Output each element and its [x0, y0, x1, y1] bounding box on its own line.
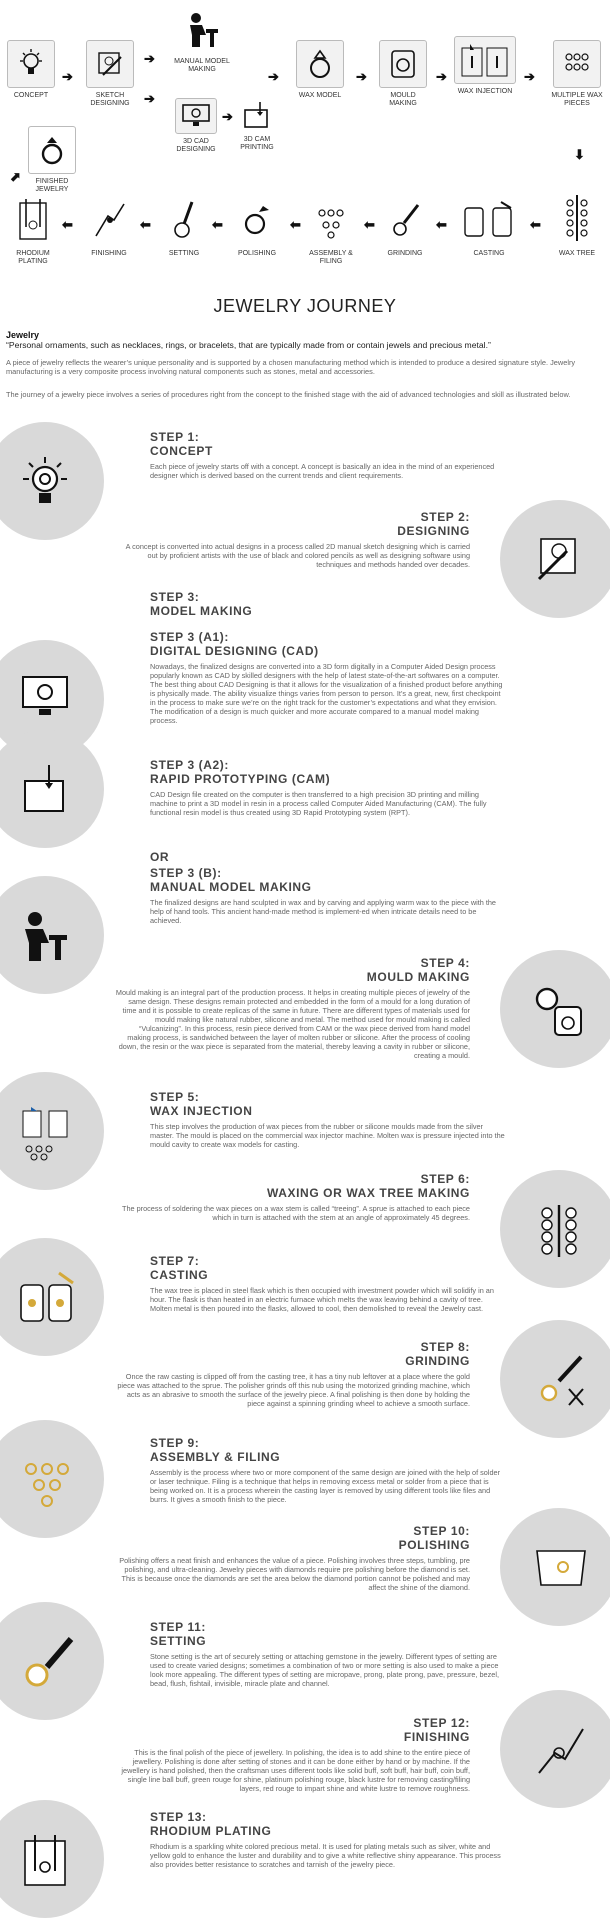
monitor-icon [175, 98, 217, 134]
step-3b [150, 866, 505, 925]
step-label: STEP 3: [150, 590, 200, 604]
step-label: STEP 12: [413, 1716, 470, 1730]
step-8 [115, 1340, 470, 1408]
step-2 [115, 510, 470, 569]
mould-icon [533, 983, 585, 1039]
arrow-left-icon: ⬅ [62, 217, 73, 232]
tree-icon [554, 190, 600, 246]
arrow-right-icon: ➔ [436, 69, 447, 84]
flow-node-sketch [82, 40, 138, 108]
flow-label: MOULD MAKING [389, 92, 417, 107]
flow-node-finishing [84, 194, 134, 258]
step-name: FINISHING [403, 1730, 470, 1744]
step-description: Polishing offers a neat finish and enhances the value of a piece. Polishing involves three steps, tumbling, pre polishing, and ultra-cleaning. Jewelry pieces with diamonds require pre polishing before the diamond is set. This is because once the diamonds are set the area below the diamond portion cannot be polished and may affect the shine of the diamond. [119, 1556, 470, 1592]
hand-tool-icon [533, 1723, 589, 1779]
step-label: STEP 3 (A1): [150, 630, 229, 644]
craftsman-icon [19, 909, 71, 965]
flow-node-manual [162, 8, 242, 74]
flow-label: WAX INJECTION [457, 88, 513, 95]
step-label: STEP 7: [150, 1254, 200, 1268]
intro-paragraph-2: The journey of a jewelry piece involves a series of procedures right from the concept to the finished stage with the aid of advanced technologies and skill as illustrated below. [6, 390, 571, 399]
flow-label: 3D CAM PRINTING [240, 136, 274, 151]
arrow-right-icon: ➔ [222, 109, 233, 124]
arrow-right-icon: ➔ [524, 69, 535, 84]
setting-tool-icon [19, 1635, 75, 1691]
step-8-image [500, 1320, 610, 1438]
step-6-image [500, 1170, 610, 1288]
flow-node-setting [162, 194, 206, 258]
sketch-icon [86, 40, 134, 88]
step-name: GRINDING [405, 1354, 470, 1368]
step-name: MODEL MAKING [150, 604, 253, 618]
step-9 [150, 1436, 505, 1504]
step-name: DESIGNING [397, 524, 470, 538]
flow-label: CASTING [473, 250, 505, 257]
step-label: STEP 3 (B): [150, 866, 222, 880]
arrow-diag-icon: ⬈ [10, 169, 21, 184]
step-name: RAPID PROTOTYPING (CAM) [150, 772, 331, 786]
step-13-image [0, 1800, 104, 1918]
ring-icon [296, 40, 344, 88]
step-11 [150, 1620, 505, 1688]
printer-icon [19, 763, 71, 815]
step-description: The process of soldering the wax pieces on a wax stem is called “treeing”. A sprue is attached to each piece which in turn is attached with the stem at an angle of approximately 45 degrees. [121, 1204, 470, 1222]
step-label: STEP 2: [420, 510, 470, 524]
step-description: Nowadays, the finalized designs are converted into a 3D form digitally in a Computer Aided Design process popularly known as CAD by skilled designers with the help of latest state-of-the-art softwares on a computer. The best thing about CAD Designing is that it allows for the visualization of a finished product before anything is physically made. The ability visualize things varies from person to person. It’s a great, new, first checkpoint in the process to make sure we’re on the right track for the customer’s expectations and what they envision. The modification of a design is much quicker and more accurate compared to a manual model making process. [150, 662, 503, 725]
step-description: Stone setting is the art of securely setting or attaching gemstone in the jewelry. Different types of setting are used to create varied designs; sometimes a combination of two or more setting is also used to make a piece look more appealing. The different types of setting are micropave, prong, plate prong, pave, pressure, bezel, bead, flush, fishtail, invisible, miracle plate and channel. [150, 1652, 499, 1688]
step-label: STEP 9: [150, 1436, 200, 1450]
step-12 [115, 1716, 470, 1793]
flow-label: SKETCH DESIGNING [90, 92, 130, 107]
arrow-right-icon: ➔ [356, 69, 367, 84]
step-10 [115, 1524, 470, 1592]
flow-node-assembly [304, 194, 358, 266]
step-2-image [500, 500, 610, 618]
flow-label: FINISHED JEWELRY [35, 178, 69, 193]
rings-group-icon [308, 194, 354, 246]
step-description: A concept is converted into actual designs in a process called 2D manual sketch designing which is carried out by proficient artists with the use of black and colored pencils as well as designing software using techniques and methods handed over decades. [125, 542, 470, 569]
step-description: CAD Design file created on the computer is then transferred to a high precision 3D printing and milling machine to print a 3D model in resin in a process called Computer Aided Manufacturing (CAM). The fully functional resin model is thus created using 3D Rapid Prototyping system (RPT). [150, 790, 487, 817]
step-description: The finalized designs are hand sculpted in wax and by carving and applying warm wax to the piece with the help of hand tools. This ancient hand-made method is implement-ed when intricate details need to be achieved. [150, 898, 496, 925]
craftsman-icon [179, 8, 225, 54]
step-description: This step involves the production of wax pieces from the rubber or silicone moulds made from the silver master. The mould is placed on the commercial wax injector machine. Molten wax is pressure injected into the mould cavity to create wax models for casting. [150, 1122, 505, 1149]
step-label: STEP 4: [420, 956, 470, 970]
flow-node-wax-injection [452, 36, 518, 96]
step-7-image [0, 1238, 104, 1356]
sketch-icon [533, 533, 585, 585]
injection-icon [19, 1105, 71, 1161]
step-label: STEP 8: [420, 1340, 470, 1354]
flow-label: CONCEPT [13, 92, 49, 99]
step-name: SETTING [150, 1634, 207, 1648]
step-name: POLISHING [398, 1538, 470, 1552]
intro-heading [6, 330, 602, 350]
flow-label: MANUAL MODEL MAKING [174, 58, 230, 73]
arrow-left-icon: ⬅ [140, 217, 151, 232]
step-11-image [0, 1602, 104, 1720]
flasks-icon [19, 1271, 75, 1327]
flow-label: SETTING [168, 250, 200, 257]
arrow-left-icon: ⬅ [530, 217, 541, 232]
step-13 [150, 1810, 505, 1869]
step-10-image [500, 1508, 610, 1626]
intro-paragraph-1: A piece of jewelry reflects the wearer’s unique personality and is supported by a chosen manufacturing method which is intended to produce a desired signature style. Jewelry manufacturing is a very composite process involving natural components such as stones, metal and accessories. [6, 358, 576, 376]
step-label: STEP 10: [413, 1524, 470, 1538]
arrow-right-icon: ➔ [144, 91, 155, 106]
step-name: MANUAL MODEL MAKING [150, 880, 312, 894]
step-label: STEP 1: [150, 430, 200, 444]
step-1 [150, 430, 505, 480]
intro-heading-text: Jewelry [6, 330, 40, 340]
bulb-icon [19, 455, 71, 511]
step-name: ASSEMBLY & FILING [150, 1450, 281, 1464]
ultrasonic-cleaner-icon [533, 1541, 589, 1591]
step-5 [150, 1090, 505, 1149]
step-description: This is the final polish of the piece of jewellery. In polishing, the idea is to add shine to the entire piece of jewellery. Polishing is done after setting of stones and it can be done either by hand or by machine. If the jewellery is hand polished, then the craftsman uses different tools like solid buff, soft buff, hair buff, coin buff, single line ball buff, green rouge for shine, platinum polishing rouge, black lustre for removing casting/filing layers, red rouge to impart shine and white lustre to remove roughness. [121, 1748, 470, 1793]
flow-node-casting [454, 194, 524, 258]
arrow-right-icon: ➔ [62, 69, 73, 84]
rings-group-icon [19, 1453, 75, 1509]
step-5-image [0, 1072, 104, 1190]
step-name: CONCEPT [150, 444, 213, 458]
flow-label: RHODIUM PLATING [16, 250, 50, 265]
flasks-icon [457, 194, 521, 246]
beaker-icon [10, 194, 56, 246]
step-3a2-image [0, 730, 104, 848]
step-12-image [500, 1690, 610, 1808]
flow-label: WAX TREE [558, 250, 596, 257]
arrow-left-icon: ⬅ [212, 217, 223, 232]
or-label: OR [150, 850, 170, 864]
diamond-ring-icon [28, 126, 76, 174]
flow-node-cad [170, 98, 222, 154]
step-description: Rhodium is a sparkling white colored precious metal. It is used for plating metals such as silver, white and yellow gold to enhance the luster and durability and to give a white reflective shiny appearance. This process also provides better resistance to scratches and tarnish of the jewelry piece. [150, 1842, 501, 1869]
flow-node-rhodium [8, 194, 58, 266]
arrow-left-icon: ⬅ [436, 217, 447, 232]
step-name: WAXING OR WAX TREE MAKING [266, 1186, 470, 1200]
grinder-icon [382, 194, 428, 246]
flow-label: MULTIPLE WAX PIECES [551, 92, 603, 107]
beaker-icon [19, 1833, 71, 1889]
step-description: Once the raw casting is clipped off from the casting tree, it has a tiny nub leftover at a place where the gold piece was attached to the sprue. The polisher grinds off this nub using the motorized grinding machine, which acts as an abrasive to smooth the surface of the jewelry piece. A final polishing is then done by holding the piece against a spinning grinding wheel to achieve a smooth surface. [117, 1372, 470, 1408]
monitor-icon [19, 673, 71, 721]
page-title: JEWELRY JOURNEY [213, 296, 397, 316]
arrow-down-icon: ⬇ [574, 147, 585, 162]
intro-quote: “Personal ornaments, such as necklaces, rings, or bracelets, that are typically made from or contain jewels and precious metal.” [6, 340, 491, 350]
step-7 [150, 1254, 505, 1313]
flow-label: FINISHING [91, 250, 127, 257]
flow-label: WAX MODEL [298, 92, 342, 99]
step-description: Assembly is the process where two or more component of the same design are joined with the help of solder or laser technique. Filing is a technique that helps in removing excess metal or solder from a piece that is being worked on. It is a process wherein the casting layer is removed by using different tools like files and burrs. It gives a smooth finish to the piece. [150, 1468, 501, 1504]
setting-tool-icon [162, 194, 208, 246]
flow-label: GRINDING [387, 250, 423, 257]
step-4-image [500, 950, 610, 1068]
step-6 [115, 1172, 470, 1222]
flow-node-concept [6, 40, 56, 100]
flow-node-mould [378, 40, 428, 108]
step-3a2 [150, 758, 505, 817]
step-1-image [0, 422, 104, 540]
bulb-icon [7, 40, 55, 88]
injection-icon [454, 36, 516, 84]
flow-node-grinding [380, 194, 430, 258]
flow-node-wax-model [292, 40, 348, 100]
wax-pieces-icon [553, 40, 601, 88]
tree-icon [533, 1203, 585, 1259]
step-label: STEP 5: [150, 1090, 200, 1104]
step-name: DIGITAL DESIGNING (CAD) [150, 644, 319, 658]
flow-node-cam [234, 98, 280, 152]
step-3 [150, 590, 505, 618]
flow-label: ASSEMBLY & FILING [309, 250, 353, 265]
step-name: WAX INJECTION [150, 1104, 253, 1118]
step-3b-image [0, 876, 104, 994]
printer-icon [239, 98, 275, 132]
step-label: STEP 3 (A2): [150, 758, 229, 772]
mould-icon [379, 40, 427, 88]
step-3a1 [150, 630, 505, 725]
step-9-image [0, 1420, 104, 1538]
arrow-left-icon: ⬅ [364, 217, 375, 232]
polish-ring-icon [234, 194, 280, 246]
or-separator [150, 850, 505, 864]
flow-label: 3D CAD DESIGNING [176, 138, 216, 153]
step-label: STEP 6: [420, 1172, 470, 1186]
hand-tool-icon [86, 194, 132, 246]
step-label: STEP 11: [150, 1620, 206, 1634]
grinder-icon [533, 1353, 589, 1409]
step-description: The wax tree is placed in steel flask which is then occupied with investment powder which will solidify in an hour. The flask is than heated in an electric furnace which melts the wax leaving behind a cavity of tree. Molten metal is then poured into the flasks, allowed to cool, then demolished to reveal the Jewelry cast. [150, 1286, 494, 1313]
flow-node-polishing [232, 194, 282, 258]
step-description: Each piece of jewelry starts off with a concept. A concept is basically an idea in the mind of an experienced designer which is derived based on the current trends and client requirements. [150, 462, 495, 480]
arrow-right-icon: ➔ [268, 69, 279, 84]
flow-node-finished [24, 126, 80, 194]
flow-node-wax-tree [550, 190, 604, 258]
flow-label: POLISHING [237, 250, 277, 257]
step-name: MOULD MAKING [366, 970, 470, 984]
step-label: STEP 13: [150, 1810, 207, 1824]
flow-node-multiple [548, 40, 606, 108]
arrow-left-icon: ⬅ [290, 217, 301, 232]
step-4 [115, 956, 470, 1060]
arrow-right-icon: ➔ [144, 51, 155, 66]
step-name: RHODIUM PLATING [150, 1824, 272, 1838]
step-name: CASTING [150, 1268, 209, 1282]
step-description: Mould making is an integral part of the production process. It helps in creating multiple pieces of jewelry of the same design. These designs remain protected and embedded in the form of a mould for a long duration of time and it is possible to create replicas of the same in future. There are different types of materials used for mould making like natural rubber, silicone and metal. The method used for mould making is called “Vulcanizing”. In this process, resin piece derived from CAM or the wax piece derived from hand model making process, is sandwiched between the layer of molten rubber or silicone. After the process of cooling down, the resin or the wax piece is separated from the material, thereby leaving a cavity in rubber or silicone, creating a mould. [115, 988, 470, 1060]
